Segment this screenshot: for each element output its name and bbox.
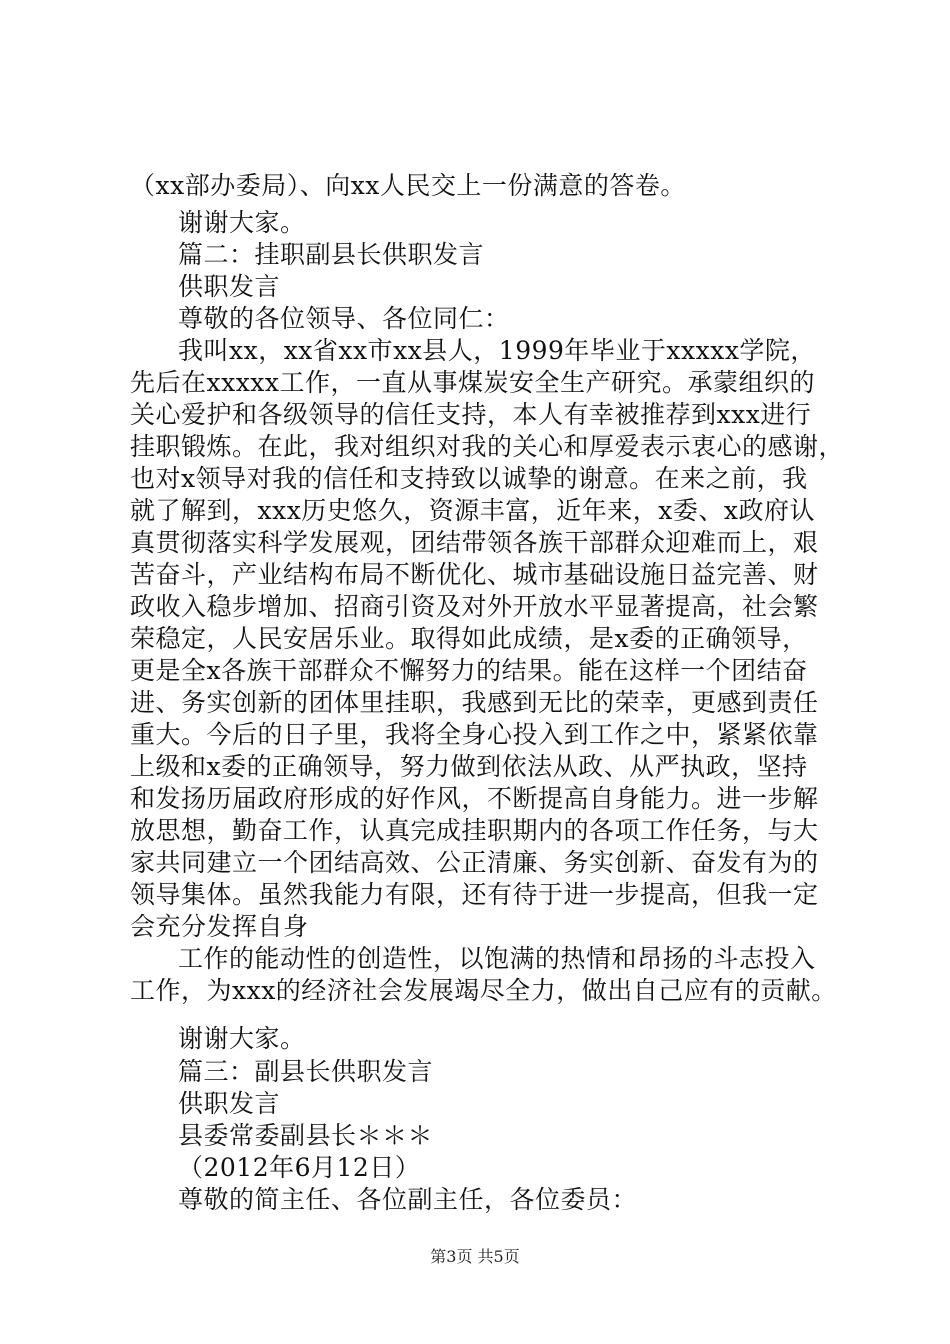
text-line: 进、务实创新的团体里挂职，我感到无比的荣幸，更感到责任 — [130, 688, 819, 717]
text-line: 先后在xxxxx工作，一直从事煤炭安全生产研究。承蒙组织的 — [130, 368, 815, 397]
text-line: 重大。今后的日子里，我将全身心投入到工作之中，紧紧依靠 — [130, 720, 819, 749]
salutation: 尊敬的各位领导、各位同仁： — [178, 304, 510, 333]
salutation: 尊敬的简主任、各位副主任，各位委员： — [178, 1185, 638, 1214]
text-line: 苦奋斗，产业结构布局不断优化、城市基础设施日益完善、财 — [130, 560, 819, 589]
text-line: 真贯彻落实科学发展观，团结带领各族干部群众迎难而上，艰 — [130, 528, 819, 557]
text-line: 挂职锻炼。在此，我对组织对我的关心和厚爱表示衷心的感谢， — [130, 432, 845, 461]
text-line: 放思想，勤奋工作，认真完成挂职期内的各项工作任务，与大 — [130, 816, 819, 845]
text-line: 也对x领导对我的信任和支持致以诚挚的谢意。在来之前，我 — [130, 464, 808, 493]
text-line: （xx部办委局）、向xx人民交上一份满意的答卷。 — [130, 171, 686, 200]
text-line: 关心爱护和各级领导的信任支持，本人有幸被推荐到xxx进行 — [130, 400, 812, 429]
section-heading: 篇二：挂职副县长供职发言 — [178, 240, 485, 269]
text-line: 更是全x各族干部群众不懈努力的结果。能在这样一个团结奋 — [130, 656, 808, 685]
text-line: 荣稳定，人民安居乐业。取得如此成绩，是x委的正确领导， — [130, 624, 808, 653]
text-line: 上级和x委的正确领导，努力做到依法从政、从严执政，坚持 — [130, 752, 808, 781]
text-line: 领导集体。虽然我能力有限，还有待于进一步提高，但我一定 — [130, 880, 819, 909]
text-line: 我叫xx，xx省xx市xx县人，1999年毕业于xxxxx学院， — [178, 336, 816, 365]
text-line: 就了解到，xxx历史悠久，资源丰富，近年来，x委、x政府认 — [130, 496, 815, 525]
text-line: 供职发言 — [178, 1089, 281, 1118]
text-line: 供职发言 — [178, 272, 281, 301]
text-line: 谢谢大家。 — [178, 1024, 306, 1053]
text-line: 家共同建立一个团结高效、公正清廉、务实创新、奋发有为的 — [130, 848, 819, 877]
text-line: 工作，为xxx的经济社会发展竭尽全力，做出自己应有的贡献。 — [130, 976, 837, 1005]
text-line: 工作的能动性的创造性，以饱满的热情和昂扬的斗志投入 — [178, 944, 816, 973]
page-number: 第3页 共5页 — [430, 1247, 520, 1266]
speaker-line: 县委常委副县长＊＊＊ — [178, 1121, 434, 1150]
text-line: 和发扬历届政府形成的好作风，不断提高自身能力。进一步解 — [130, 784, 819, 813]
text-line: 政收入稳步增加、招商引资及对外开放水平显著提高，社会繁 — [130, 592, 819, 621]
section-heading: 篇三：副县长供职发言 — [178, 1057, 434, 1086]
text-line: 谢谢大家。 — [178, 208, 306, 237]
date-line: （2012年6月12日） — [178, 1153, 421, 1182]
text-line: 会充分发挥自身 — [130, 912, 309, 941]
